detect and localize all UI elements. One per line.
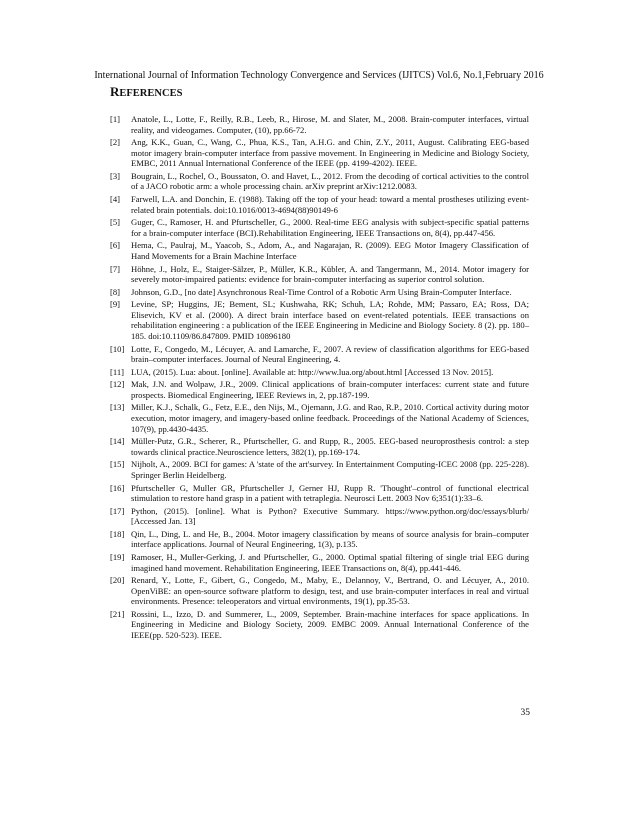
reference-number: [8]	[110, 286, 121, 297]
reference-text: Müller-Putz, G.R., Scherer, R., Pfurtscheller, G. and Rupp, R., 2005. EEG-based neuroprosthesis control: a step towards clinical practice.Neuroscience letters, 382(1), pp.169-174.	[131, 436, 529, 457]
reference-item	[110, 287, 529, 298]
reference-item	[110, 609, 529, 641]
reference-number: [13]	[110, 402, 125, 413]
reference-number: [5]	[110, 217, 121, 228]
reference-item	[110, 240, 529, 261]
reference-number: [9]	[110, 299, 121, 310]
reference-number: [16]	[110, 482, 125, 493]
reference-text: Python, (2015). [online]. What is Python? Executive Summary. https://www.python.org/doc/essays/blurb/ [Accessed Jan. 13]	[131, 505, 529, 527]
reference-item	[110, 575, 529, 607]
reference-number: [2]	[110, 137, 121, 148]
reference-item	[110, 402, 529, 434]
reference-item	[110, 344, 529, 365]
reference-number: [18]	[110, 528, 125, 539]
reference-item	[110, 137, 529, 169]
reference-text: Hema, C., Paulraj, M., Yaacob, S., Adom, A., and Nagarajan, R. (2009). EEG Motor Imagery Classification of Hand Movements for a Brain Machine Interface	[131, 240, 529, 261]
reference-text: Lotte, F., Congedo, M., Lécuyer, A. and Lamarche, F., 2007. A review of classification algorithms for EEG-based brain–computer interfaces. Journal of Neural Engineering, 4.	[131, 343, 529, 365]
reference-text: Farwell, L.A. and Donchin, E. (1988). Taking off the top of your head: toward a mental prostheses utilizing event-related brain potentials. doi:10.1016/0013-4694(88)90149-6	[131, 194, 529, 215]
reference-text: Höhne, J., Holz, E., Staiger-Sälzer, P., Müller, K.R., Kübler, A. and Tangermann, M., 2014. Motor imagery for severely motor-impaired patients: evidence for brain-computer interfacing as superior control solution.	[131, 263, 529, 285]
journal-header: International Journal of Information Technology Convergence and Services (IJITCS) Vol.6, No.1,February 2016	[94, 70, 544, 81]
reference-number: [7]	[110, 263, 121, 274]
reference-item	[110, 436, 529, 457]
reference-item	[110, 552, 529, 573]
reference-item	[110, 459, 529, 480]
reference-text: Mak, J.N. and Wolpaw, J.R., 2009. Clinical applications of brain-computer interfaces: current state and future prospects. Biomedical Engineering, IEEE Reviews in, 2, pp.187-199.	[131, 379, 529, 400]
reference-text: Bougrain, L., Rochel, O., Boussaton, O. and Havet, L., 2012. From the decoding of cortical activities to the control of a JACO robotic arm: a whole processing chain. arXiv preprint arXiv:1212.0083.	[131, 170, 529, 192]
reference-text: Miller, K.J., Schalk, G., Fetz, E.E., den Nijs, M., Ojemann, J.G. and Rao, R.P., 2010. Cortical activity during motor execution, motor imagery, and imagery-based online feedback. Proceedings of the National Academy of Sciences, 107(9), pp.4430-4435.	[131, 402, 529, 434]
reference-text: Qin, L., Ding, L. and He, B., 2004. Motor imagery classification by means of source analysis for brain–computer interface applications. Journal of Neural Engineering, 1(3), p.135.	[131, 528, 529, 550]
reference-number: [21]	[110, 608, 125, 619]
reference-item	[110, 264, 529, 285]
reference-number: [10]	[110, 343, 125, 354]
reference-text: Renard, Y., Lotte, F., Gibert, G., Congedo, M., Maby, E., Delannoy, V., Bertrand, O. and Lécuyer, A., 2010. OpenViBE: an open-source software platform to design, test, and use brain-computer interfaces in real and virtual environments. Presence: teleoperators and virtual environments, 19(1), pp.35-53.	[131, 575, 529, 607]
reference-text: LUA, (2015). Lua: about. [online]. Available at: http://www.lua.org/about.html [Accessed 13 Nov. 2015].	[131, 366, 494, 377]
reference-text: Rossini, L., Izzo, D. and Summerer, L., 2009, September. Brain-machine interfaces for space applications. In Engineering in Medicine and Biology Society, 2009. EMBC 2009. Annual International Conference of the IEEE(pp. 520-523). IEEE.	[131, 608, 529, 641]
references-heading: REFERENCES	[110, 84, 183, 99]
reference-number: [3]	[110, 170, 121, 181]
reference-item	[110, 483, 529, 504]
reference-number: [19]	[110, 551, 125, 562]
reference-number: [6]	[110, 240, 121, 251]
reference-text: Nijholt, A., 2009. BCI for games: A 'state of the art'survey. In Entertainment Computing-ICEC 2008 (pp. 225-228). Springer Berlin Heidelberg.	[131, 459, 529, 480]
reference-item	[110, 299, 529, 341]
page-number: 35	[520, 708, 530, 718]
reference-number: [14]	[110, 436, 125, 447]
reference-item	[110, 506, 529, 527]
reference-item	[110, 194, 529, 215]
reference-item	[110, 171, 529, 192]
reference-item	[110, 217, 529, 238]
reference-text: Levine, SP; Huggins, JE; Bement, SL; Kushwaha, RK; Schuh, LA; Rohde, MM; Passaro, EA; Ross, DA; Elisevich, KV et al. (2000). A direct brain interface based on event-related potentials. IEEE transactions on rehabilitation engineering : a publication of the IEEE Engineering in Medicine and Biology Society. 8 (2). pp. 180–185. doi:10.1109/86.847809. PMID 10896180	[131, 299, 529, 341]
reference-text: Johnson, G.D., [no date] Asynchronous Real-Time Control of a Robotic Arm Using Brain-Computer Interface.	[131, 286, 512, 297]
reference-number: [17]	[110, 505, 125, 516]
reference-text: Ramoser, H., Muller-Gerking, J. and Pfurtscheller, G., 2000. Optimal spatial filtering of single trial EEG during imagined hand movement. Rehabilitation Engineering, IEEE Transactions on, 8(4), pp.441-446.	[131, 551, 529, 573]
reference-item	[110, 379, 529, 400]
reference-number: [4]	[110, 194, 121, 205]
reference-number: [12]	[110, 379, 125, 390]
reference-number: [1]	[110, 114, 121, 124]
reference-item	[110, 114, 529, 135]
reference-text: Ang, K.K., Guan, C., Wang, C., Phua, K.S., Tan, A.H.G. and Chin, Z.Y., 2011, August. Calibrating EEG-based motor imagery brain-computer interface from passive movement. In Engineering in Medicine and Biology Society, EMBC, 2011 Annual International Conference of the IEEE (pp. 4199-4202). IEEE.	[131, 137, 529, 169]
reference-list	[110, 114, 529, 643]
reference-item	[110, 529, 529, 550]
reference-item	[110, 367, 529, 378]
reference-number: [20]	[110, 575, 125, 586]
reference-text: Guger, C., Ramoser, H. and Pfurtscheller, G., 2000. Real-time EEG analysis with subject-specific spatial patterns for a brain-computer interface (BCI).Rehabilitation Engineering, IEEE Transactions on, 8(4), pp.447-456.	[131, 217, 529, 238]
reference-text: Pfurtscheller G, Muller GR, Pfurtscheller J, Gerner HJ, Rupp R. 'Thought'–control of functional electrical stimulation to restore hand grasp in a patient with tetraplegia. Neurosci Lett. 2003 Nov 6;351(1):33–6.	[131, 482, 529, 504]
reference-text: Anatole, L., Lotte, F., Reilly, R.B., Leeb, R., Hirose, M. and Slater, M., 2008. Brain-computer interfaces, virtual reality, and videogames. Computer, (10), pp.66-72.	[131, 114, 529, 135]
reference-number: [11]	[110, 366, 124, 377]
reference-number: [15]	[110, 459, 125, 470]
